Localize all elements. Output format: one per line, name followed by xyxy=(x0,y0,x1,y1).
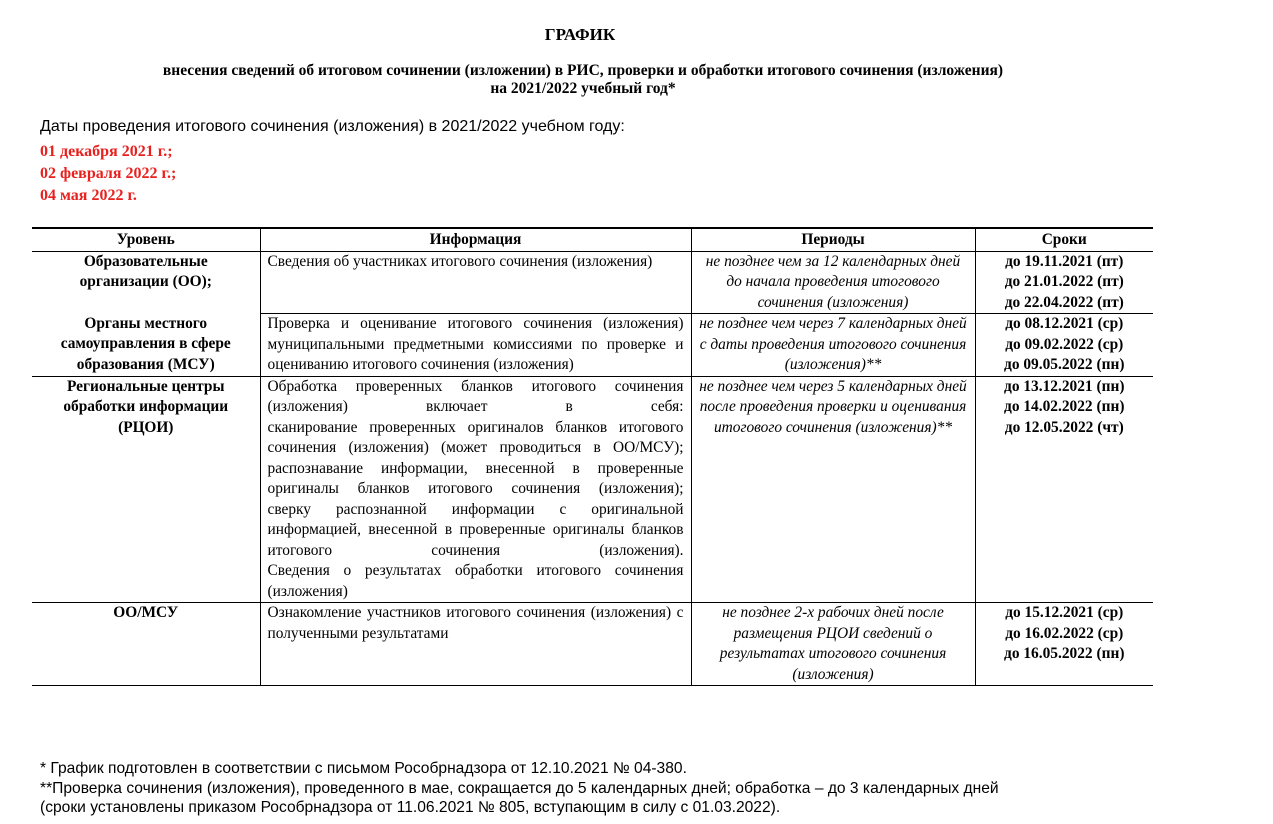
table-row xyxy=(32,603,1153,686)
deadline-date: до 19.11.2021 (пт) xyxy=(1005,252,1124,270)
footnote: * График подготовлен в соответствии с письмом Рособрнадзора от 12.10.2021 № 04-380. xyxy=(40,760,687,777)
level-cell-rcoi xyxy=(32,376,260,603)
column-header-info: Информация xyxy=(260,228,691,251)
page-title: ГРАФИК xyxy=(544,25,616,44)
period-cell: не позднее чем через 7 календарных дней с даты проведения итогового сочинения (изложения)** xyxy=(691,314,975,377)
info-text: Сведения о результатах обработки итогового сочинения (изложения) xyxy=(267,562,684,600)
footnote: **Проверка сочинения (изложения), проведенного в мае, сокращается до 5 календарных дней; обработка – до 3 календарных дней xyxy=(40,779,999,797)
footnotes xyxy=(40,759,999,818)
info-text: Ознакомление участников итогового сочинения (изложения) с полученными результатами xyxy=(267,604,684,642)
period-cell: не позднее чем через 5 календарных дней после проведения проверки и оценивания итогового сочинения (изложения)** xyxy=(691,376,975,603)
deadline-cell xyxy=(975,314,1153,377)
deadline-date: до 15.12.2021 (ср) xyxy=(1005,604,1124,621)
exam-date: 04 мая 2022 г. xyxy=(40,187,137,204)
deadline-cell xyxy=(975,376,1153,603)
deadline-date: до 16.02.2022 (ср) xyxy=(1005,624,1124,642)
page-subtitle xyxy=(0,62,1166,98)
level-label: Образовательные организации (ОО); xyxy=(79,252,212,290)
level-cell-oo-msu-final xyxy=(32,603,260,686)
column-header-deadlines: Сроки xyxy=(975,228,1153,251)
level-cell-oo-msu xyxy=(32,251,260,376)
level-label: ОО/МСУ xyxy=(113,604,179,621)
subtitle-line-1: внесения сведений об итоговом сочинении (изложении) в РИС, проверки и обработки итогового сочинения (изложения) xyxy=(162,62,1004,79)
exam-date: 01 декабря 2021 г.; xyxy=(40,143,173,160)
exam-dates-list xyxy=(40,141,176,207)
schedule-table xyxy=(32,227,1153,686)
info-cell xyxy=(260,376,691,603)
table-row xyxy=(32,376,1153,603)
footnote: (сроки установлены приказом Рособрнадзора от 11.06.2021 № 805, вступающим в силу с 01.03.2022). xyxy=(40,799,781,816)
info-text: Обработка проверенных бланков итогового сочинения (изложения) включает в себя: xyxy=(267,377,684,415)
column-header-level: Уровень xyxy=(32,228,260,251)
info-text: Проверка и оценивание итогового сочинения (изложения) муниципальными предметными комиссиями по проверке и оцениванию итогового сочинения (изложения) xyxy=(267,315,684,373)
exam-date: 02 февраля 2022 г.; xyxy=(40,165,177,182)
table-header-row xyxy=(32,228,1153,251)
info-text: Сведения об участниках итогового сочинения (изложения) xyxy=(267,252,653,270)
deadline-date: до 16.05.2022 (пн) xyxy=(1004,645,1125,662)
info-cell xyxy=(260,251,691,314)
period-cell: не позднее чем за 12 календарных дней до начала проведения итогового сочинения (изложения) xyxy=(691,251,975,314)
subtitle-line-2: на 2021/2022 учебный год* xyxy=(490,80,676,97)
period-cell: не позднее 2-х рабочих дней после размещения РЦОИ сведений о результатах итогового сочинения (изложения) xyxy=(691,603,975,686)
info-cell xyxy=(260,314,691,377)
info-cell xyxy=(260,603,691,686)
deadline-date: до 21.01.2022 (пт) xyxy=(1004,273,1124,290)
deadline-date: до 22.04.2022 (пт) xyxy=(1004,293,1124,311)
deadline-date: до 12.05.2022 (чт) xyxy=(1004,418,1124,436)
dates-intro: Даты проведения итогового сочинения (изложения) в 2021/2022 учебном году: xyxy=(40,118,625,135)
info-text: сканирование проверенных оригиналов бланков итогового сочинения (изложения) (может проводиться в ОО/МСУ); xyxy=(267,418,684,456)
deadline-date: до 08.12.2021 (ср) xyxy=(1005,315,1124,332)
deadline-date: до 14.02.2022 (пн) xyxy=(1004,398,1125,415)
deadline-cell xyxy=(975,251,1153,314)
deadline-cell xyxy=(975,603,1153,686)
column-header-periods: Периоды xyxy=(691,228,975,251)
deadline-date: до 09.05.2022 (пн) xyxy=(1004,356,1125,373)
table-row xyxy=(32,251,1153,314)
info-text: сверку распознанной информации с оригинальной информацией, внесенной в проверенные оригиналы бланков итогового сочинения (изложения). xyxy=(267,500,684,559)
deadline-date: до 13.12.2021 (пн) xyxy=(1004,377,1125,395)
level-label: Региональные центры обработки информации (РЦОИ) xyxy=(63,377,229,436)
deadline-date: до 09.02.2022 (ср) xyxy=(1005,335,1124,353)
level-label: Органы местного самоуправления в сфере образования (МСУ) xyxy=(60,314,231,373)
info-text: распознавание информации, внесенной в проверенные оригиналы бланков итогового сочинения (изложения); xyxy=(267,459,684,497)
